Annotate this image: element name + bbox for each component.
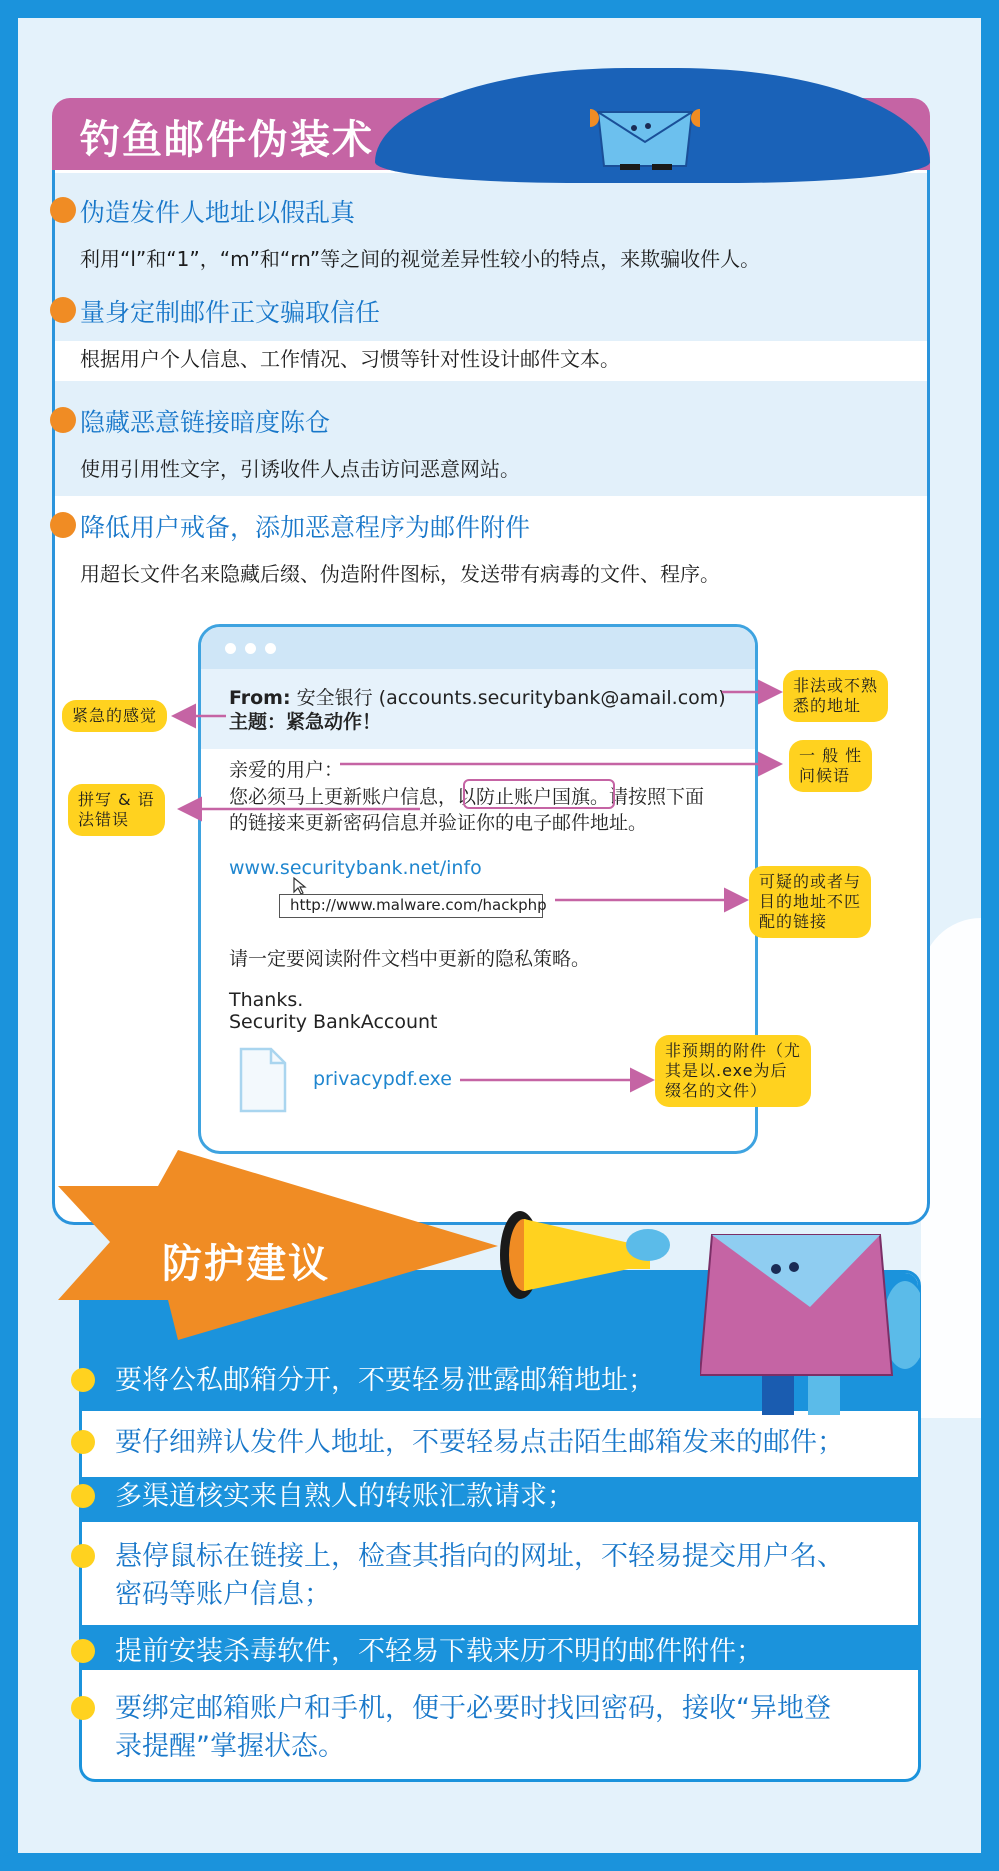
- email-thanks: Thanks.: [229, 989, 304, 1011]
- advice-item-3: 多渠道核实来自熟人的转账汇款请求；: [115, 1478, 574, 1516]
- disguise-title: 钓鱼邮件伪装术: [80, 117, 374, 163]
- attachment-file-icon: [237, 1045, 289, 1115]
- tip-title: 降低用户戒备，添加恶意程序为邮件附件: [80, 513, 531, 542]
- advice-item-1: 要将公私邮箱分开，不要轻易泄露邮箱地址；: [115, 1362, 655, 1400]
- advice-item-5: 提前安装杀毒软件，不轻易下载来历不明的邮件附件；: [115, 1633, 763, 1671]
- advice-title: 防护建议: [162, 1241, 330, 1287]
- callout-typo: 拼写 & 语 法错误: [68, 784, 165, 836]
- tip-desc: 使用引用性文字，引诱收件人点击访问恶意网站。: [80, 457, 520, 481]
- email-body-line1: 您必须马上更新账户信息，以防止账户国旗。请按照下面: [229, 786, 705, 808]
- email-body-line2: 的链接来更新密码信息并验证你的电子邮件地址。: [229, 812, 648, 834]
- bullet-dot: [71, 1484, 95, 1508]
- bullet-dot: [71, 1430, 95, 1454]
- tip-desc: 根据用户个人信息、工作情况、习惯等针对性设计邮件文本。: [80, 347, 620, 371]
- email-signature: Security BankAccount: [229, 1011, 438, 1033]
- email-greeting: 亲爱的用户：: [229, 759, 344, 781]
- envelope-mascot-icon: [700, 1215, 920, 1415]
- advice-item-4: 悬停鼠标在链接上，检查其指向的网址，不轻易提交用户名、 密码等账户信息；: [115, 1538, 844, 1614]
- callout-attachment: 非预期的附件（尤 其是以.exe为后 缀名的文件）: [655, 1035, 811, 1107]
- email-policy: 请一定要阅读附件文档中更新的隐私策略。: [229, 948, 591, 970]
- envelope-mascot-icon: [590, 108, 700, 170]
- bullet-dot: [50, 197, 76, 223]
- advice-item-2: 要仔细辨认发件人地址，不要轻易点击陌生邮箱发来的邮件；: [115, 1424, 844, 1462]
- callout-greeting: 一 般 性 问候语: [789, 740, 872, 792]
- typo-highlight: [463, 779, 615, 809]
- tip-custom-body: [80, 293, 620, 372]
- tip-spoof-sender: [80, 193, 760, 272]
- bullet-dot: [71, 1696, 95, 1720]
- window-dot-icon: [245, 643, 256, 654]
- callout-bad-address: 非法或不熟 悉的地址: [783, 670, 888, 722]
- email-titlebar: [201, 627, 755, 669]
- email-link[interactable]: www.securitybank.net/info: [229, 857, 482, 879]
- megaphone-icon: [498, 1205, 688, 1305]
- advice-item-6: 要绑定邮箱账户和手机，便于必要时找回密码，接收“异地登 录提醒”掌握状态。: [115, 1690, 831, 1766]
- frame-curve: [921, 918, 981, 1418]
- window-dot-icon: [225, 643, 236, 654]
- bullet-dot: [50, 297, 76, 323]
- bullet-dot: [71, 1639, 95, 1663]
- bullet-dot: [50, 512, 76, 538]
- tip-desc: 用超长文件名来隐藏后缀、伪造附件图标，发送带有病毒的文件、程序。: [80, 562, 720, 586]
- tip-desc: 利用“l”和“1”，“m”和“rn”等之间的视觉差异性较小的特点，来欺骗收件人。: [80, 247, 761, 271]
- callout-link: 可疑的或者与 目的地址不匹 配的链接: [749, 866, 871, 938]
- email-subject: 主题：紧急动作！: [229, 711, 382, 733]
- tip-malicious-attachment: [80, 508, 720, 587]
- window-dot-icon: [265, 643, 276, 654]
- tip-hidden-link: [80, 403, 520, 482]
- tip-title: 量身定制邮件正文骗取信任: [80, 298, 381, 327]
- bullet-dot: [71, 1368, 95, 1392]
- tip-title: 伪造发件人地址以假乱真: [80, 198, 356, 227]
- callout-urgent: 紧急的感觉: [62, 700, 167, 732]
- mouse-cursor-icon: [293, 877, 307, 895]
- bullet-dot: [50, 407, 76, 433]
- bullet-dot: [71, 1544, 95, 1568]
- email-attachment-name[interactable]: privacypdf.exe: [313, 1068, 452, 1090]
- hover-url-tooltip: http://www.malware.com/hackphp: [279, 894, 543, 918]
- tip-title: 隐藏恶意链接暗度陈仓: [80, 408, 331, 437]
- email-from: From: 安全银行 (accounts.securitybank@amail.com): [229, 687, 726, 709]
